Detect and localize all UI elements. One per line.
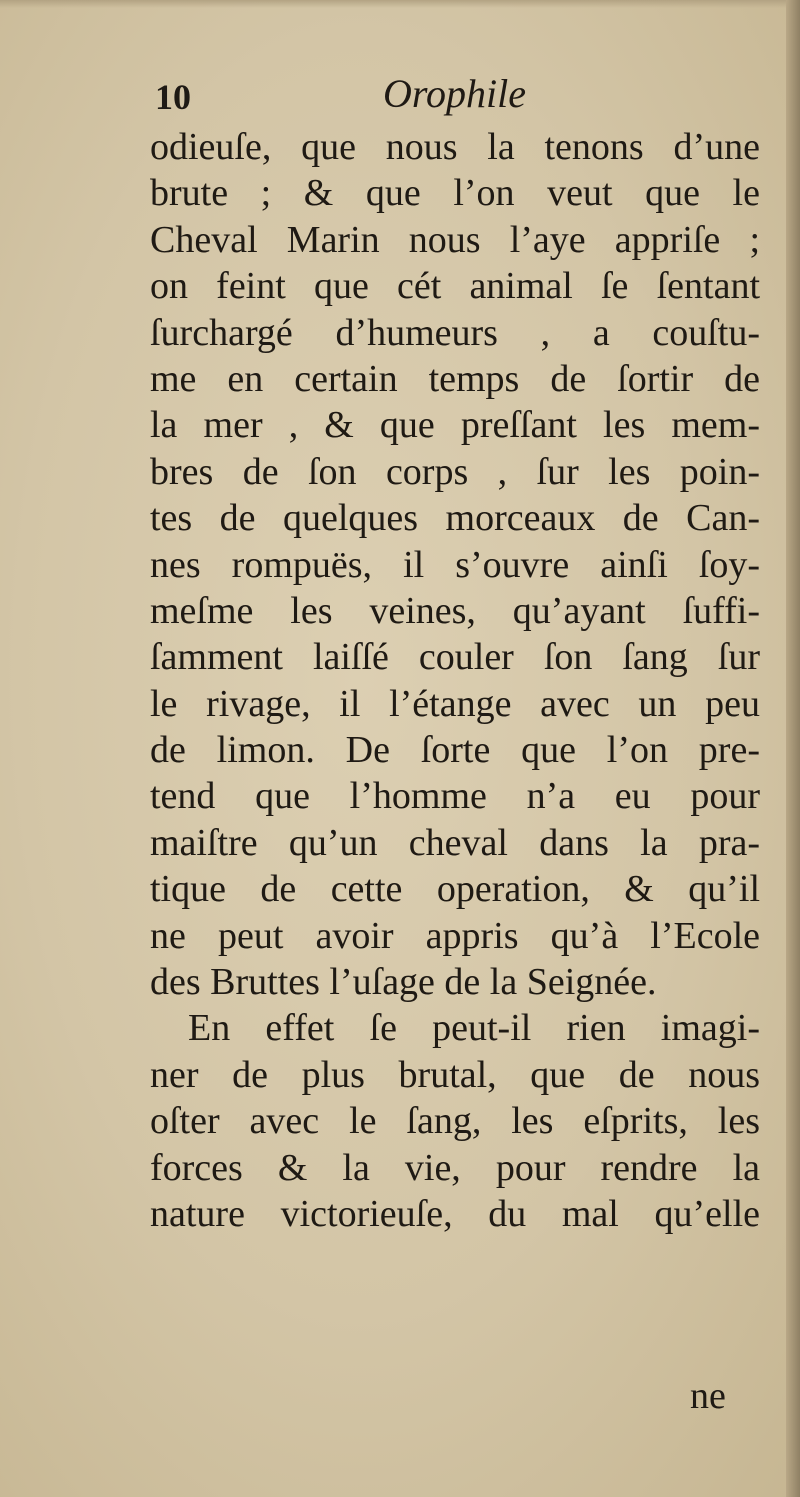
page-top-shadow bbox=[0, 0, 800, 8]
catchword: ne bbox=[690, 1375, 726, 1417]
text-line: on feint que cét animal ſe ſentant bbox=[150, 265, 760, 308]
text-line: meſme les veines, qu’ayant ſuffi- bbox=[150, 589, 760, 632]
text-line: ner de plus brutal, que de nous bbox=[150, 1053, 760, 1096]
text-line: me en certain temps de ſortir de bbox=[150, 357, 760, 400]
text-line: tique de cette operation, & qu’il bbox=[150, 868, 760, 911]
text-line: de limon. De ſorte que l’on pre- bbox=[150, 729, 760, 772]
text-line: forces & la vie, pour rendre la bbox=[150, 1146, 760, 1189]
page-header bbox=[155, 70, 755, 122]
paragraph-first-line: En effet ſe peut-il rien imagi- bbox=[188, 1007, 760, 1050]
text-line: la mer , & que preſſant les mem- bbox=[150, 404, 760, 447]
text-line: ſamment laiſſé couler ſon ſang ſur bbox=[150, 636, 760, 679]
page-right-edge bbox=[786, 0, 800, 1497]
text-line: oſter avec le ſang, les eſprits, les bbox=[150, 1100, 760, 1143]
text-line: maiſtre qu’un cheval dans la pra- bbox=[150, 821, 760, 864]
text-line: ſurchargé d’humeurs , a couſtu- bbox=[150, 311, 760, 354]
body-text bbox=[150, 124, 760, 1237]
text-line: tend que l’homme n’a eu pour bbox=[150, 775, 760, 818]
text-line: nature victorieuſe, du mal qu’elle bbox=[150, 1192, 760, 1235]
text-line: le rivage, il l’étange avec un peu bbox=[150, 682, 760, 725]
text-line: brute ; & que l’on veut que le bbox=[150, 172, 760, 215]
page-number: 10 bbox=[155, 77, 191, 117]
paragraph-end-line: des Bruttes l’uſage de la Seignée. bbox=[150, 961, 657, 1004]
text-line: odieuſe, que nous la tenons d’une bbox=[150, 126, 760, 168]
text-line: bres de ſon corps , ſur les poin- bbox=[150, 450, 760, 493]
text-line: Cheval Marin nous l’aye appriſe ; bbox=[150, 218, 760, 261]
text-line: ne peut avoir appris qu’à l’Ecole bbox=[150, 914, 760, 957]
running-title: Orophile bbox=[383, 71, 526, 116]
text-line: nes rompuës, il s’ouvre ainſi ſoy- bbox=[150, 543, 760, 586]
text-line: tes de quelques morceaux de Can- bbox=[150, 497, 760, 540]
